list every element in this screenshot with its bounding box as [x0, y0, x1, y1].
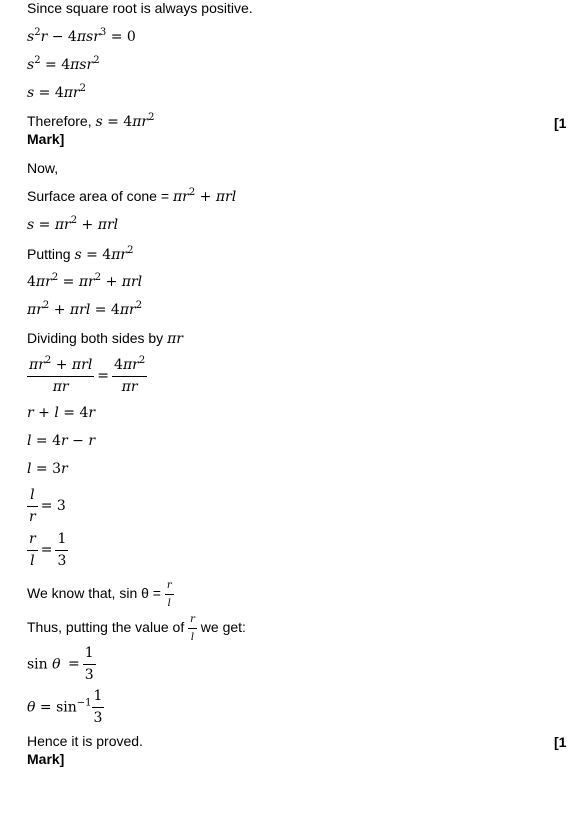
dividing-line: Dividing both sides by πr: [27, 330, 183, 347]
surface-area-line: Surface area of cone = $\pi r^2 + \pi rl$: [27, 187, 237, 205]
mark-close-2: Mark]: [27, 751, 65, 767]
therefore-line: Therefore, $s = 4\pi r^2$: [27, 112, 155, 130]
putting-line: Putting $s = 4\pi r^2$: [27, 245, 134, 263]
equation-s2: $s^2 = 4\pi sr^2$: [27, 55, 100, 73]
equation-r-over-l: $\frac{r}{l}$ = $\frac{1}{3}$: [29, 531, 67, 569]
surface-area-text: Surface area of cone =: [27, 188, 173, 204]
equation-fraction-divide: $\frac{\pi r^2 + \pi rl}{\pi r}$ = $\frac{4\pi r^2}{\pi r}$: [29, 355, 146, 395]
equation-l-4r-r: l = 4r − r: [27, 433, 96, 449]
equation-l-over-r: $\frac{l}{r}$ = 3: [29, 487, 66, 525]
we-know-text: We know that, sin θ =: [27, 585, 165, 602]
equation-s-cone: $s = \pi r^2 + \pi rl$: [27, 215, 119, 233]
mark-open-1: [1: [554, 115, 567, 131]
equation-pir2-plus: $\pi r^2 + \pi rl = 4\pi r^2$: [27, 300, 143, 318]
equation-s: $s = 4\pi r^2$: [27, 83, 87, 101]
equation-sin-theta: sin θ = $\frac{1}{3}$: [27, 645, 94, 683]
we-get-text: we get:: [196, 619, 246, 636]
thus-putting-text: Thus, putting the value of: [27, 619, 189, 636]
dividing-text: Dividing both sides by: [27, 330, 168, 346]
now-line: Now,: [27, 160, 59, 176]
putting-text: Putting: [27, 246, 75, 262]
thus-putting-line: Thus, putting the value of $\frac{r}{l}$ we get:: [27, 611, 246, 646]
equation-l-3r: l = 3r: [27, 461, 68, 477]
hence-line: Hence it is proved.: [27, 733, 143, 749]
equation-theta: $\theta = \sin^{-1}$ $\frac{1}{3}$: [27, 688, 103, 726]
we-know-line: We know that, sin θ = $\frac{r}{l}$: [27, 577, 174, 612]
mark-open-2: [1: [554, 734, 567, 750]
equation-s2r: $s^2r - 4\pi sr^3 = 0$: [27, 27, 136, 45]
mark-close-1: Mark]: [27, 131, 65, 147]
text-line-root-positive: Since square root is always positive.: [27, 0, 253, 16]
therefore-text: Therefore,: [27, 113, 96, 129]
equation-r-plus-l: r + l = 4r: [27, 405, 96, 421]
equation-4pir2: $4\pi r^2 = \pi r^2 + \pi rl$: [27, 272, 143, 290]
